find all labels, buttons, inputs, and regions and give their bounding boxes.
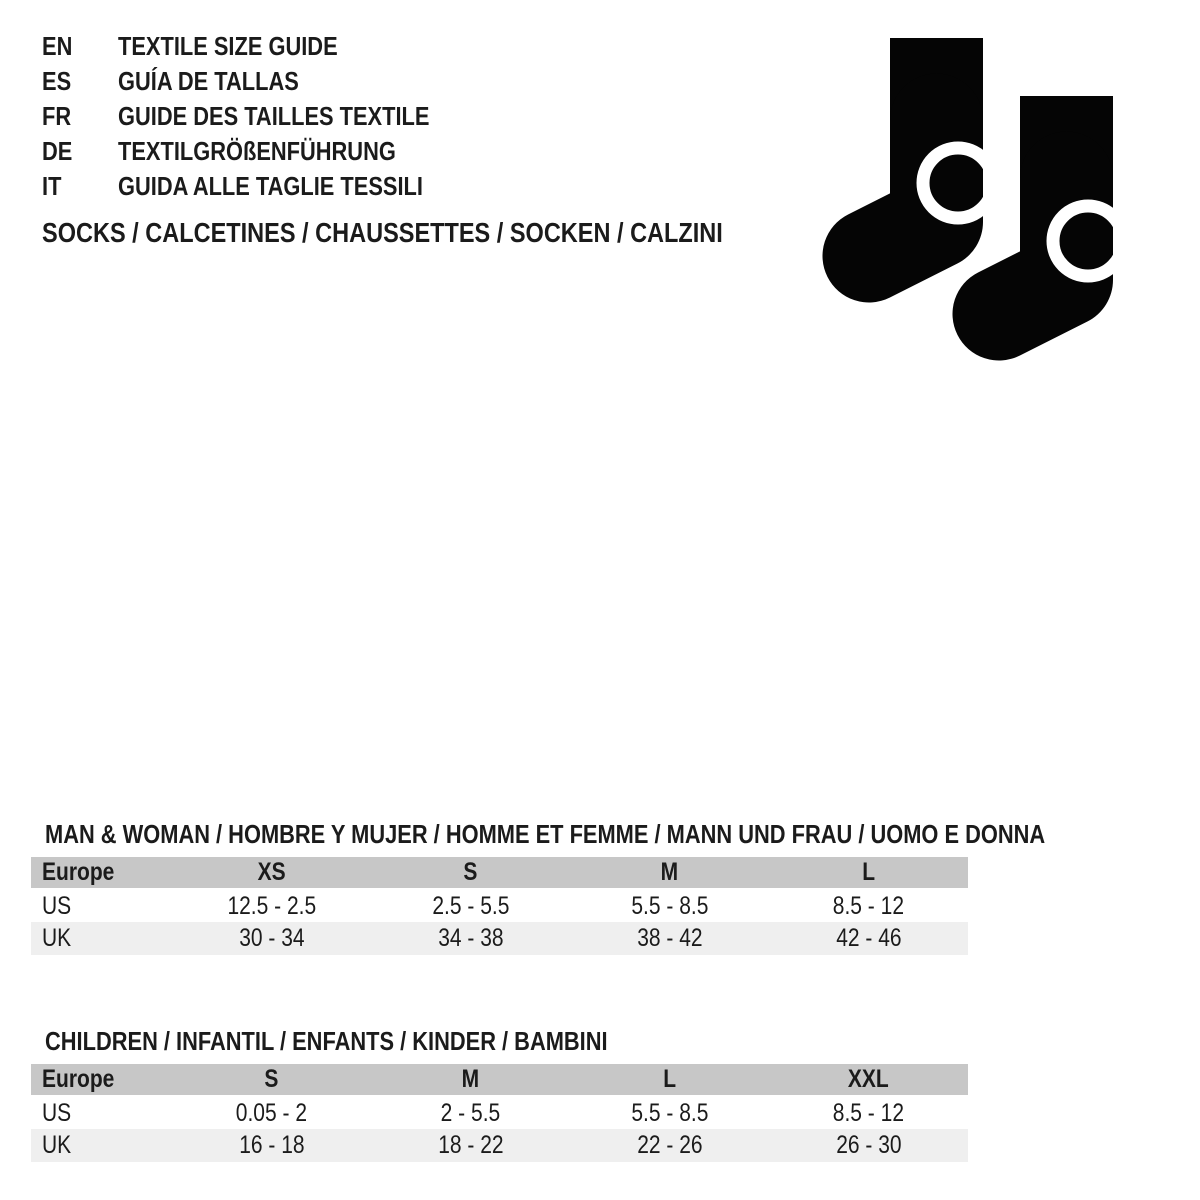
language-code: EN xyxy=(42,31,73,61)
language-title: GUIDE DES TAILLES TEXTILE xyxy=(118,101,430,131)
table-title xyxy=(45,1024,968,1058)
size-cell: 22 - 26 xyxy=(636,1131,703,1159)
language-code: ES xyxy=(42,66,72,96)
size-table xyxy=(31,857,968,955)
size-cell: 38 - 42 xyxy=(636,924,703,952)
language-row xyxy=(42,134,489,169)
size-cell: 2.5 - 5.5 xyxy=(431,891,510,920)
column-header: L xyxy=(663,1065,676,1093)
table-title-text: MAN & WOMAN / HOMBRE Y MUJER / HOMME ET FEMME / MANN UND FRAU / UOMO E DONNA xyxy=(45,819,1046,849)
table-row xyxy=(31,1096,968,1129)
size-cell: 42 - 46 xyxy=(835,924,902,952)
size-table-children xyxy=(31,1024,968,1162)
size-cell: 5.5 - 8.5 xyxy=(630,891,709,920)
column-header: S xyxy=(463,858,478,886)
column-header: L xyxy=(862,858,875,886)
socks-icon xyxy=(815,30,1115,380)
table-header-row xyxy=(31,1064,968,1096)
size-table xyxy=(31,1064,968,1162)
size-cell: 5.5 - 8.5 xyxy=(630,1098,709,1127)
language-code: IT xyxy=(42,171,62,201)
size-table-adults xyxy=(31,817,1046,955)
table-row xyxy=(31,889,968,922)
row-label: US xyxy=(42,1098,72,1127)
size-cell: 8.5 - 12 xyxy=(832,1098,905,1127)
language-row xyxy=(42,64,489,99)
size-cell: 18 - 22 xyxy=(437,1131,504,1159)
column-header: M xyxy=(461,1065,480,1093)
language-title: GUIDA ALLE TAGLIE TESSILI xyxy=(118,171,423,201)
table-row xyxy=(31,922,968,955)
column-header: S xyxy=(264,1065,279,1093)
column-header: Europe xyxy=(42,1065,115,1093)
table-title-text: CHILDREN / INFANTIL / ENFANTS / KINDER / BAMBINI xyxy=(45,1026,608,1056)
size-cell: 2 - 5.5 xyxy=(440,1098,501,1127)
table-row xyxy=(31,1129,968,1162)
language-code: FR xyxy=(42,101,72,131)
language-title: GUÍA DE TALLAS xyxy=(118,66,299,96)
row-label: UK xyxy=(42,924,72,952)
column-header: XXL xyxy=(848,1065,889,1093)
row-label: US xyxy=(42,891,72,920)
table-header-row xyxy=(31,857,968,889)
language-title: TEXTILGRÖßENFÜHRUNG xyxy=(118,136,396,166)
language-code: DE xyxy=(42,136,73,166)
size-cell: 12.5 - 2.5 xyxy=(227,891,316,920)
size-cell: 0.05 - 2 xyxy=(235,1098,308,1127)
size-cell: 16 - 18 xyxy=(238,1131,305,1159)
size-cell: 26 - 30 xyxy=(835,1131,902,1159)
language-row xyxy=(42,99,489,134)
table-title xyxy=(45,817,1046,851)
size-cell: 30 - 34 xyxy=(238,924,305,952)
category-line-text: SOCKS / CALCETINES / CHAUSSETTES / SOCKEN / CALZINI xyxy=(42,217,723,248)
language-row xyxy=(42,169,489,204)
column-header: M xyxy=(660,858,679,886)
language-title: TEXTILE SIZE GUIDE xyxy=(118,31,338,61)
size-cell: 34 - 38 xyxy=(437,924,504,952)
language-row xyxy=(42,29,489,64)
column-header: XS xyxy=(257,858,286,886)
row-label: UK xyxy=(42,1131,72,1159)
size-cell: 8.5 - 12 xyxy=(832,891,905,920)
category-line xyxy=(42,216,853,250)
column-header: Europe xyxy=(42,858,115,886)
language-list xyxy=(42,29,489,204)
